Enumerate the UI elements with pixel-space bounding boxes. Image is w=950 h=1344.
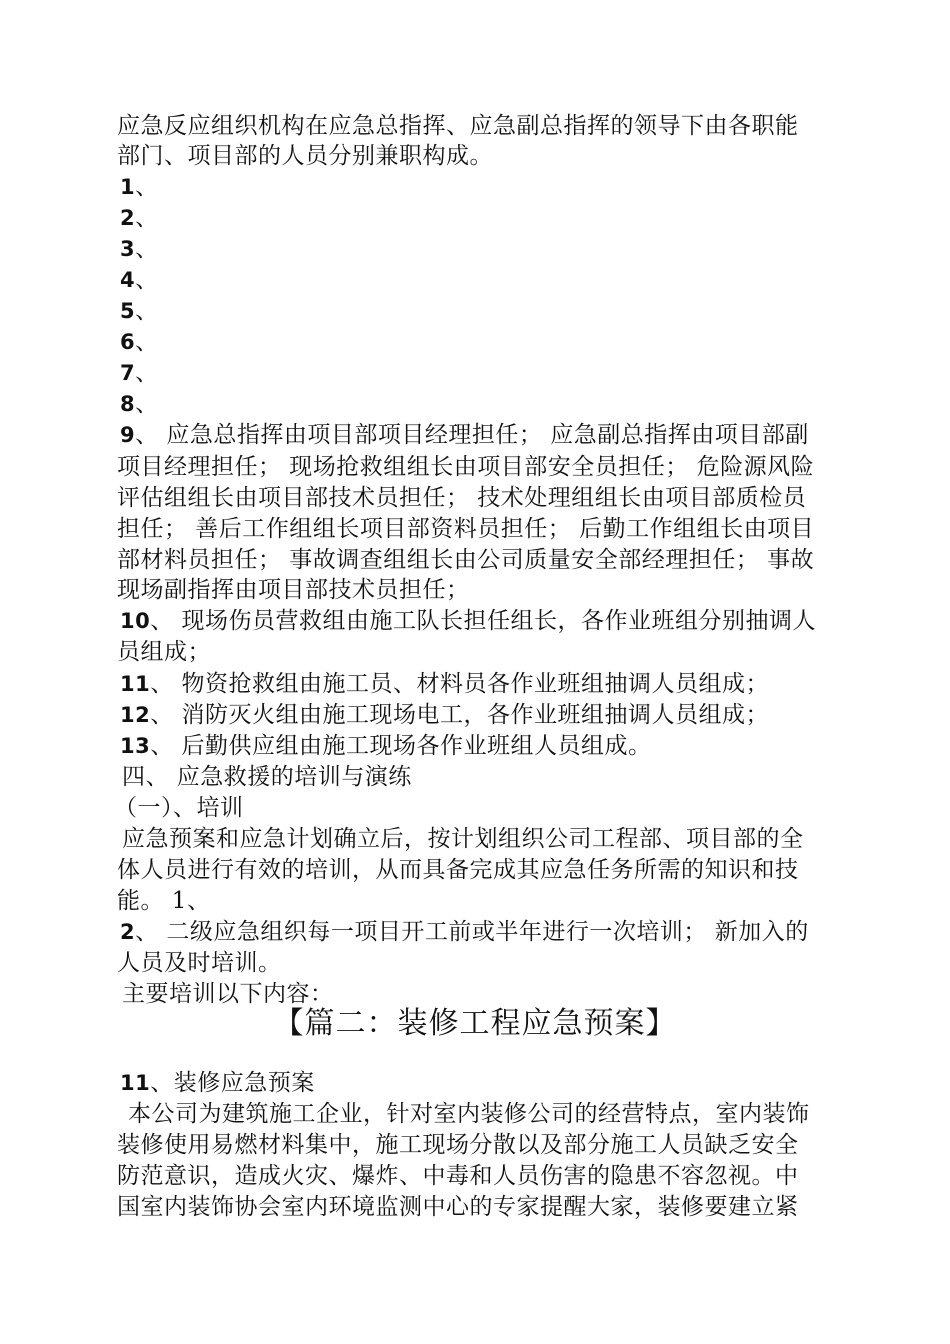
text-line — [120, 700, 769, 730]
text-line — [120, 1068, 315, 1098]
text-line — [117, 886, 210, 916]
line-text: 、装修应急预案 — [150, 1070, 315, 1096]
line-text: 员组成； — [117, 639, 211, 665]
text-line — [117, 483, 806, 513]
line-text: 应急预案和应急计划确立后，按计划组织公司工程部、项目部的全 — [122, 826, 804, 852]
subsection-heading — [114, 793, 244, 823]
line-text: 、 — [135, 298, 159, 324]
line-text: 应急反应组织机构在应急总指挥、应急副总指挥的领导下由各职能 — [117, 113, 799, 139]
item-number: 9 — [120, 423, 136, 447]
line-text: 、 — [135, 174, 159, 200]
line-text: 防范意识，造成火灾、爆炸、中毒和人员伤害的隐患不容忽视。中 — [117, 1163, 799, 1189]
line-text: 、 二级应急组织每一项目开工前或半年进行一次培训； 新加入的 — [135, 919, 809, 945]
line-text: 国室内装饰协会室内环境监测中心的专家提醒大家，装修要建立紧 — [117, 1194, 799, 1220]
item-number: 3 — [120, 237, 136, 261]
line-text: 人员及时培训。 — [117, 950, 282, 976]
text-line — [120, 731, 652, 761]
text-line — [117, 637, 211, 667]
item-number: 12 — [120, 703, 151, 727]
text-line — [120, 358, 159, 388]
text-line — [117, 855, 799, 885]
line-text: 、 — [135, 391, 159, 417]
item-number: 6 — [120, 330, 136, 354]
item-number: 11 — [120, 672, 151, 696]
text-line — [120, 389, 159, 419]
text-line — [117, 111, 799, 141]
item-number: 1 — [120, 175, 136, 199]
line-text: 项目经理担任； 现场抢救组组长由项目部安全员担任； 危险源风险 — [117, 454, 815, 480]
line-text: 本公司为建筑施工企业，针对室内装修公司的经营特点，室内装饰 — [128, 1101, 810, 1127]
line-text: 主要培训以下内容： — [122, 981, 334, 1007]
text-line — [117, 1161, 799, 1191]
text-line — [120, 296, 159, 326]
line-text: 体人员进行有效的培训，从而具备完成其应急任务所需的知识和技 — [117, 857, 799, 883]
item-number: 2 — [120, 206, 136, 230]
text-line — [117, 452, 814, 482]
text-line — [120, 327, 159, 357]
item-number: 13 — [120, 734, 151, 758]
section-title: 【篇二：装修工程应急预案】 — [273, 1006, 677, 1041]
item-number: 10 — [120, 609, 151, 633]
line-text: 部门、项目部的人员分别兼职构成。 — [117, 143, 493, 169]
line-text: 、 现场伤员营救组由施工队长担任组长，各作业班组分别抽调人 — [150, 608, 817, 634]
text-line — [117, 1192, 799, 1222]
line-text: 担任； 善后工作组组长项目部资料员担任； 后勤工作组组长由项目 — [117, 516, 815, 542]
line-text: 、 — [135, 236, 159, 262]
text-line — [117, 514, 814, 544]
text-line — [117, 545, 814, 575]
line-text: 、 — [135, 267, 159, 293]
text-line — [120, 265, 159, 295]
text-line — [117, 141, 493, 171]
line-text: 现场副指挥由项目部技术员担任； — [117, 577, 470, 603]
line-text: 、 消防灭火组由施工现场电工，各作业班组抽调人员组成； — [150, 702, 770, 728]
text-line — [117, 948, 282, 978]
text-line — [120, 420, 809, 450]
section-heading — [122, 762, 412, 792]
item-number: 8 — [120, 392, 136, 416]
item-number: 7 — [120, 361, 136, 385]
text-line — [120, 203, 159, 233]
line-text: 评估组组长由项目部技术员担任； 技术处理组组长由项目部质检员 — [117, 485, 807, 511]
text-line — [128, 1099, 810, 1129]
text-line — [122, 824, 804, 854]
line-text: 装修使用易燃材料集中，施工现场分散以及部分施工人员缺乏安全 — [117, 1132, 799, 1158]
text-line — [117, 575, 470, 605]
line-text: 、 — [135, 329, 159, 355]
text-line — [120, 606, 816, 636]
text-line — [120, 234, 159, 264]
line-text: 部材料员担任； 事故调查组组长由公司质量安全部经理担任； 事故 — [117, 547, 815, 573]
item-number: 5 — [120, 299, 136, 323]
line-text: 四、 应急救援的培训与演练 — [122, 764, 412, 790]
item-number: 11 — [120, 1071, 151, 1095]
item-number: 2 — [120, 920, 136, 944]
text-line — [120, 669, 769, 699]
line-text: 、 — [135, 360, 159, 386]
text-line — [120, 917, 809, 947]
text-line — [120, 172, 159, 202]
item-number: 4 — [120, 268, 136, 292]
line-text: 、 应急总指挥由项目部项目经理担任； 应急副总指挥由项目部副 — [135, 422, 809, 448]
line-text: （一）、培训 — [114, 795, 244, 821]
line-text: 、 — [135, 205, 159, 231]
text-line — [117, 1130, 799, 1160]
line-text: 、 后勤供应组由施工现场各作业班组人员组成。 — [150, 733, 652, 759]
line-text: 、 物资抢救组由施工员、材料员各作业班组抽调人员组成； — [150, 671, 770, 697]
line-text: 能。 1、 — [117, 888, 211, 914]
